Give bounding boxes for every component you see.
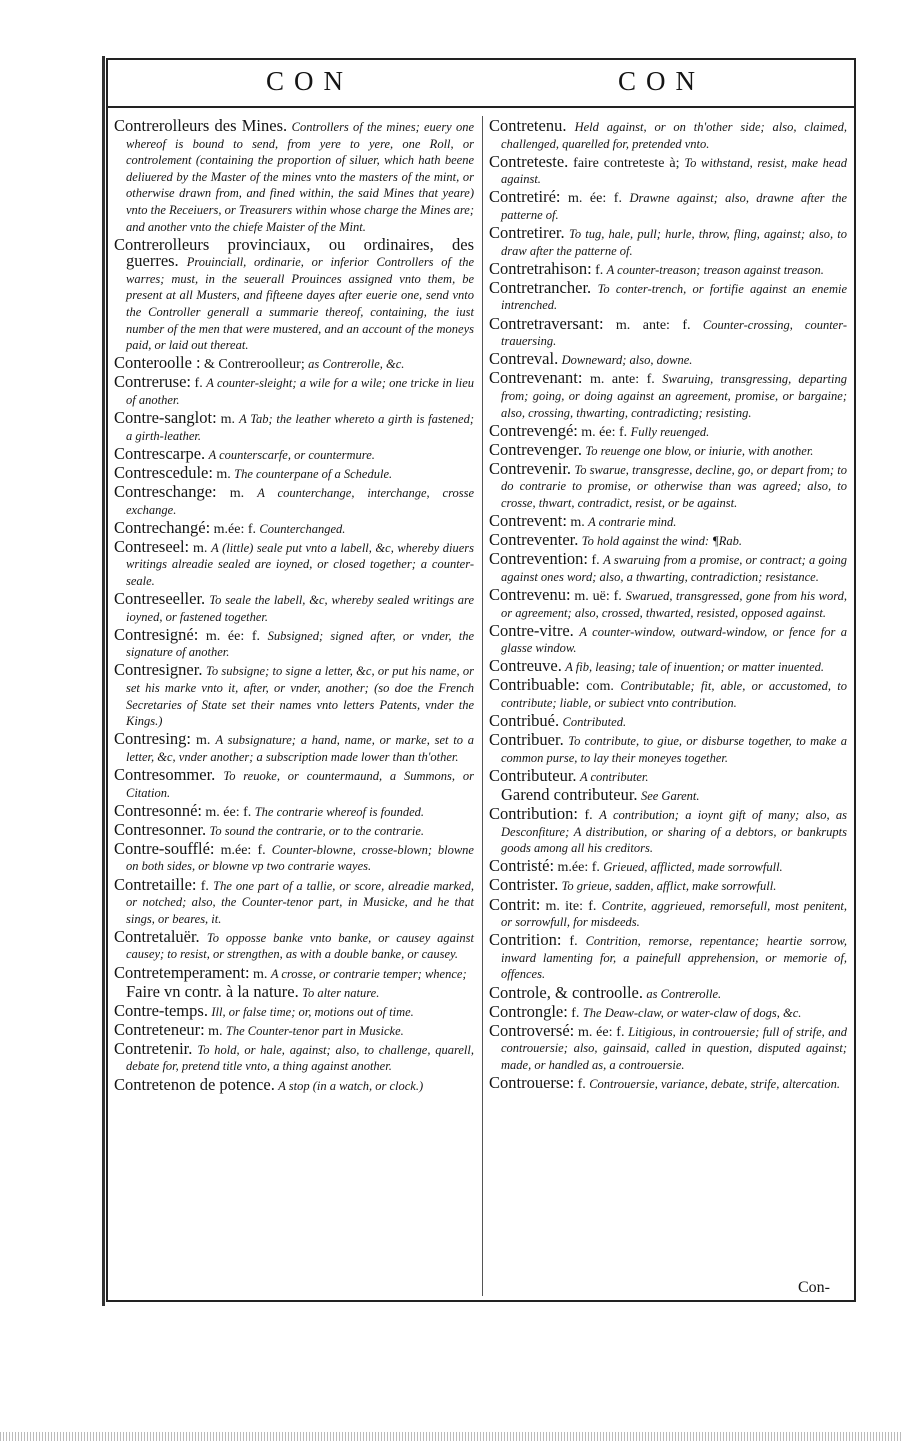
entry-grammar: m.ée: f. <box>220 842 266 858</box>
left-column <box>114 118 474 1096</box>
dictionary-entry <box>489 420 847 441</box>
entry-headword: Contre-soufflé: <box>114 838 215 858</box>
entry-definition: A contributer. <box>579 769 649 784</box>
entry-headword: Contre-vitre. <box>489 620 574 640</box>
entry-definition: Downeward; also, downe. <box>561 353 693 368</box>
entry-definition: To reuoke, or countermaund, a Summons, or Citation. <box>126 768 474 800</box>
dictionary-entry <box>114 624 475 661</box>
entry-definition: To swarue, transgresse, decline, go, or depart from; to do contrarie to promise, or otherwise than was agreed; also, to crosse, thwart, contradict, resist, or be against. <box>501 462 847 510</box>
entry-definition: A contribution; a ioynt gift of many; also, as Desconfiture; A distribution, or sharing of a debtors, or bankrupts goods among all his creditors. <box>501 808 847 856</box>
entry-definition: Prouinciall, ordinarie, or inferior Controllers of the warres; must, in the seuerall Prouinces assigned vnto them, be present at all Musters, and fifteene dayes after euerie one, send vnto the Controller generall a summarie thereof, containing, the iust number of the men that were mustered, and an account of the moneys paid, or laid out thereat. <box>126 255 474 353</box>
entry-headword: Contretenu. <box>489 116 567 135</box>
dictionary-entry <box>489 1072 847 1093</box>
entry-definition: To subsigne; to signe a letter, &c, or put his name, or set his marke vnto it, after, or vnder, another; (so doe the French Secretaries of State set their names vnto letters Patents, vnder the Kings.) <box>126 664 474 729</box>
entry-grammar: m. <box>192 540 208 556</box>
entry-headword: Contrerolleurs des Mines. <box>114 116 288 135</box>
dictionary-entry <box>114 462 474 483</box>
entry-headword: Contreseeller. <box>114 589 206 609</box>
entry-grammar: m. uë: f. <box>574 588 622 604</box>
dictionary-entry <box>489 551 847 585</box>
entry-grammar: m. ante: f. <box>615 317 691 333</box>
entry-headword: Contrition: <box>489 930 562 950</box>
entry-grammar: m. ée: f. <box>205 628 261 644</box>
dictionary-entry <box>489 351 847 369</box>
entry-headword: Contrevent: <box>489 511 567 531</box>
entry-definition: Subsigned; signed after, or vnder, the signature of another. <box>126 628 475 660</box>
entry-definition: A counterchange, interchange, crosse exchange. <box>126 485 474 517</box>
entry-grammar: f. <box>584 808 593 824</box>
entry-headword: Contretrahison: <box>489 258 592 278</box>
dictionary-entry <box>114 1019 474 1040</box>
entry-headword: Contribué. <box>489 711 560 731</box>
entry-headword: Contrescarpe. <box>114 443 206 463</box>
dictionary-entry <box>489 258 847 279</box>
entry-definition: To grieue, sadden, afflict, make sorrowfull. <box>561 879 777 894</box>
entry-headword: Contresonné: <box>114 800 202 820</box>
entry-headword: Contribuable: <box>489 675 580 695</box>
dictionary-entry <box>489 894 847 931</box>
dictionary-entry <box>489 1020 847 1074</box>
entry-grammar: f. <box>595 262 604 278</box>
entry-grammar: m. <box>253 966 268 982</box>
running-head <box>108 66 854 106</box>
entry-definition: Ill, or false time; or, motions out of time. <box>211 1004 414 1019</box>
entry-definition: Drawne against; also, drawne after the patterne of. <box>501 191 847 222</box>
entry-grammar: m. <box>216 466 231 482</box>
entry-definition: as Contrerolle. <box>646 986 722 1001</box>
entry-definition: A counterscarfe, or countermure. <box>208 447 375 462</box>
entry-definition: The one part of a tallie, or score, alreadie marked, or notched; also, the Counter-tenor part, in Musicke, and he that sings, or beares, it. <box>126 878 474 926</box>
entry-grammar: f. <box>591 553 600 569</box>
entry-grammar: & Contreroolleur; <box>204 357 305 373</box>
entry-definition: A swaruing from a promise, or contract; a going against ones word; also, a thwarting, contradiction; resistance. <box>501 553 847 584</box>
entry-headword: Contributeur. <box>489 765 577 785</box>
dictionary-entry <box>489 458 847 512</box>
dictionary-entry <box>489 313 848 350</box>
entry-definition: A subsignature; a hand, name, or marke, set to a letter, &c, vnder another; a subscription made lower than th'other. <box>126 733 474 764</box>
entry-headword: Contrevenant: <box>489 368 583 388</box>
entry-headword: Contresommer. <box>114 764 216 784</box>
entry-definition: Counter-crossing, counter-trauersing. <box>501 317 848 349</box>
entry-definition: A counter-sleight; a wile for a wile; one tricke in lieu of another. <box>126 376 474 407</box>
entry-grammar: m. ite: f. <box>545 898 597 914</box>
dictionary-entry <box>489 118 847 152</box>
entry-definition: To hold against the wind: ¶Rab. <box>581 534 743 549</box>
dictionary-entry <box>114 536 474 590</box>
entry-headword: Contresigné: <box>114 624 199 644</box>
column-divider <box>482 116 483 1296</box>
dictionary-entry <box>114 1074 474 1095</box>
dictionary-entry <box>489 189 847 223</box>
entry-headword: Contrevenir. <box>489 458 572 478</box>
entry-headword: Contretemperament: <box>114 962 250 982</box>
entry-definition: Counter-blowne, crosse-blown; blowne on both sides, or blowne vp two contrarie wayes. <box>126 842 474 874</box>
dictionary-entry <box>489 151 847 188</box>
dictionary-entry <box>489 439 847 460</box>
entry-headword: Controversé: <box>489 1020 575 1040</box>
entry-grammar: m. ée: f. <box>581 424 628 440</box>
entry-definition: Litigious, in controuersie; full of strife, and controuersie; also, gainsaid, called in question, disputed against; made, or handled as, a controuersie. <box>501 1024 847 1072</box>
entry-definition: Contrition, remorse, repentance; heartie sorrow, inward lamenting for, a painefull apprehension, or memorie of, offences. <box>501 934 847 982</box>
entry-headword: Controuerse: <box>489 1072 575 1092</box>
entry-grammar: m. ante: f. <box>589 372 655 388</box>
entry-headword: Contreval. <box>489 349 559 369</box>
entry-headword: Contreventer. <box>489 530 579 550</box>
entry-headword: Contristé: <box>489 856 555 876</box>
entry-definition: Swarued, transgressed, gone from his word, or agreement; also, crossed, thwarted, resisted, opposed against. <box>501 588 848 620</box>
entry-headword: Contresing: <box>114 729 191 749</box>
entry-headword: Contretiré: <box>489 187 561 207</box>
dictionary-entry <box>114 443 474 464</box>
entry-definition: A counter-window, outward-window, or fence for a glasse window. <box>501 624 847 656</box>
dictionary-entry <box>489 1001 847 1022</box>
entry-definition: Controllers of the mines; euery one whereof is bound to send, from yere to yere, one Roll, or controlement (containing the proportion of siluer, which hath beene deliuered by the Master of the mines vnto the masters of the mint, or otherwise drawn from, and fined within, the said Mines that yeare) vnto the Receiuers, or Treasurers within whose charge the Mines are; and another vnto the chiefe Maister of the Mint. <box>126 120 474 234</box>
catchword: Con- <box>798 1279 830 1296</box>
entry-headword: Contre-sanglot: <box>114 408 217 428</box>
dictionary-entry <box>114 874 474 928</box>
entry-definition: Held against, or on th'other side; also, claimed, challenged, quarelled for, pretended vnto. <box>501 120 847 151</box>
entry-headword: Contretenon de potence. <box>114 1074 275 1094</box>
entry-headword: Contreteneur: <box>114 1019 205 1039</box>
dictionary-entry <box>114 355 474 373</box>
dictionary-entry <box>489 532 847 550</box>
dictionary-entry <box>489 370 847 421</box>
entry-grammar: m.ée: f. <box>213 521 256 537</box>
head-rule <box>108 106 854 108</box>
dictionary-entry <box>114 838 474 875</box>
entry-grammar: m. ée: f. <box>577 1024 625 1040</box>
entry-definition: See Garent. <box>640 788 700 803</box>
dictionary-entry <box>489 713 847 731</box>
entry-definition: A counter-treason; treason against treason. <box>606 262 824 277</box>
entry-headword: Contrechangé: <box>114 517 211 537</box>
entry-headword: Contrister. <box>489 875 559 895</box>
entry-grammar: com. <box>586 679 614 695</box>
entry-headword: Conteroolle : <box>114 353 201 373</box>
entry-definition: A stop (in a watch, or clock.) <box>278 1078 424 1093</box>
entry-definition: The contrarie whereof is founded. <box>254 804 424 819</box>
dictionary-entry <box>114 591 474 625</box>
dictionary-entry <box>114 118 474 235</box>
dictionary-entry <box>114 962 474 983</box>
entry-definition: A (little) seale put vnto a labell, &c, whereby diuers writings alreadie sealed are ioyned, or closed together; a counter-seale. <box>126 540 474 588</box>
entry-headword: Controle, & controolle. <box>489 982 643 1002</box>
entry-definition: The Deaw-claw, or water-claw of dogs, &c. <box>582 1005 802 1020</box>
entry-headword: Contresonner. <box>114 819 207 839</box>
entry-headword: Controngle: <box>489 1001 568 1021</box>
entry-definition: Fully reuenged. <box>630 424 710 439</box>
dictionary-entry <box>489 620 847 657</box>
entry-headword: Contreruse: <box>114 372 191 392</box>
entry-headword: Contretrancher. <box>489 277 592 297</box>
entry-definition: To reuenge one blow, or iniurie, with another. <box>585 443 814 458</box>
dictionary-entry <box>489 225 847 259</box>
entry-definition: The counterpane of a Schedule. <box>234 466 393 481</box>
dictionary-entry <box>114 410 474 444</box>
entry-definition: A Tab; the leather whereto a girth is fastened; a girth-leather. <box>126 412 475 443</box>
dictionary-entry <box>114 981 474 1002</box>
entry-definition: A fib, leasing; tale of inuention; or matter inuented. <box>565 660 825 675</box>
entry-definition: Counterchanged. <box>259 521 346 536</box>
entry-headword: Contreteste. <box>489 151 569 171</box>
dictionary-entry <box>489 277 847 314</box>
dictionary-entry <box>489 806 847 857</box>
entry-grammar: f. <box>194 376 203 392</box>
dictionary-entry <box>114 926 474 963</box>
entry-grammar: faire contreteste à; <box>573 155 680 171</box>
entry-headword: Contreseel: <box>114 536 190 556</box>
entry-grammar: m. ée: f. <box>567 191 622 207</box>
entry-definition: Contributed. <box>562 715 627 730</box>
dictionary-entry <box>489 658 847 676</box>
entry-headword: Contretenir. <box>114 1038 193 1058</box>
running-head-right: CON <box>618 66 706 96</box>
entry-headword: Contrevenu: <box>489 584 571 604</box>
entry-definition: Contributable; fit, able, or accustomed, to contribute; liable, or subiect vnto contribution. <box>501 679 848 710</box>
entry-headword: Contrevenger. <box>489 439 583 459</box>
entry-definition: To alter nature. <box>302 985 380 1000</box>
dictionary-entry <box>114 764 474 801</box>
entry-headword: Contrescedule: <box>114 462 213 482</box>
entry-grammar: f. <box>577 1076 586 1092</box>
entry-headword: Contre-temps. <box>114 1000 208 1020</box>
dictionary-entry <box>114 800 474 821</box>
entry-headword: Contretraversant: <box>489 313 604 333</box>
entry-headword: Contrit: <box>489 894 541 914</box>
entry-headword: Contrerolleurs provinciaux, ou ordinaires, des guerres. <box>114 234 474 271</box>
entry-grammar: m. <box>220 412 236 428</box>
entry-definition: To hold, or hale, against; also, to challenge, quarell, debate for, pretend title vnto, a thing against another. <box>126 1042 474 1074</box>
entry-headword: Contretaluër. <box>114 926 200 946</box>
entry-headword: Contrevengé: <box>489 420 578 440</box>
entry-definition: To contribute, to giue, or disburse together, to make a common purse, to lay their moneyes together. <box>501 734 847 765</box>
dictionary-entry <box>489 982 847 1003</box>
right-column <box>489 118 847 1094</box>
entry-definition: To sound the contrarie, or to the contrarie. <box>209 823 424 838</box>
entry-headword: Contretirer. <box>489 223 565 243</box>
entry-headword: Contretaille: <box>114 874 197 894</box>
entry-grammar: f. <box>200 878 209 894</box>
dictionary-entry <box>114 1000 474 1021</box>
dictionary-entry <box>114 1038 474 1075</box>
dictionary-entry <box>114 662 474 729</box>
scan-edge <box>0 1432 901 1441</box>
dictionary-entry <box>489 932 847 983</box>
entry-definition: To withstand, resist, make head against. <box>501 155 847 187</box>
entry-grammar: m. <box>570 515 585 531</box>
dictionary-entry <box>114 819 474 840</box>
entry-grammar: m. <box>208 1023 223 1039</box>
entry-grammar: m.ée: f. <box>557 860 600 876</box>
entry-grammar: m. ée: f. <box>205 804 252 820</box>
dictionary-entry <box>489 584 848 621</box>
entry-definition: The Counter-tenor part in Musicke. <box>225 1023 404 1038</box>
entry-definition: Swaruing, transgressing, departing from; going, or doing against an agreement, promise, or bargaine; also, crossing, thwarting, contradicting; resisting. <box>501 372 847 420</box>
entry-definition: A contrarie mind. <box>588 515 677 530</box>
entry-grammar: f. <box>571 1005 580 1021</box>
entry-definition: Controuersie, variance, debate, strife, altercation. <box>589 1076 840 1091</box>
entry-definition: Contrite, aggrieued, remorsefull, most penitent, or sorrowfull, for misdeeds. <box>501 898 847 930</box>
entry-headword: Contribution: <box>489 804 578 824</box>
dictionary-entry <box>489 877 847 895</box>
entry-definition: To seale the labell, &c, whereby sealed writings are ioyned, or fastened together. <box>126 593 475 624</box>
entry-headword: Garend contributeur. <box>501 784 638 804</box>
dictionary-entry <box>489 784 847 805</box>
entry-definition: A crosse, or contrarie temper; whence; <box>270 966 467 981</box>
entry-grammar: f. <box>569 934 578 950</box>
dictionary-entry <box>489 677 847 711</box>
entry-headword: Contreschange: <box>114 481 217 501</box>
dictionary-entry <box>489 858 847 876</box>
entry-grammar: m. <box>196 733 211 749</box>
entry-headword: Faire vn contr. à la nature. <box>126 981 299 1001</box>
dictionary-entry <box>489 765 847 786</box>
dictionary-entry <box>489 732 847 766</box>
entry-definition: as Contrerolle, &c. <box>308 357 405 372</box>
running-head-left: CON <box>266 66 354 96</box>
entry-headword: Contreuve. <box>489 656 562 676</box>
dictionary-entry <box>114 234 474 354</box>
entry-headword: Contresigner. <box>114 660 203 680</box>
entry-definition: To conter-trench, or fortifie against an enemie intrenched. <box>501 281 847 313</box>
entry-grammar: m. <box>229 485 245 501</box>
entry-headword: Contribuer. <box>489 730 564 750</box>
entry-definition: Grieued, afflicted, made sorrowfull. <box>603 860 783 875</box>
dictionary-entry <box>114 731 474 765</box>
dictionary-entry <box>489 513 847 531</box>
entry-headword: Contrevention: <box>489 549 588 569</box>
dictionary-entry <box>114 374 474 408</box>
entry-definition: To opposse banke vnto banke, or causey against causey; to resist, or strengthen, as with a double banke, or causey. <box>126 930 474 962</box>
dictionary-entry <box>114 517 474 538</box>
dictionary-entry <box>114 481 474 518</box>
entry-definition: To tug, hale, pull; hurle, throw, fling, against; also, to draw after the patterne of. <box>501 227 847 258</box>
